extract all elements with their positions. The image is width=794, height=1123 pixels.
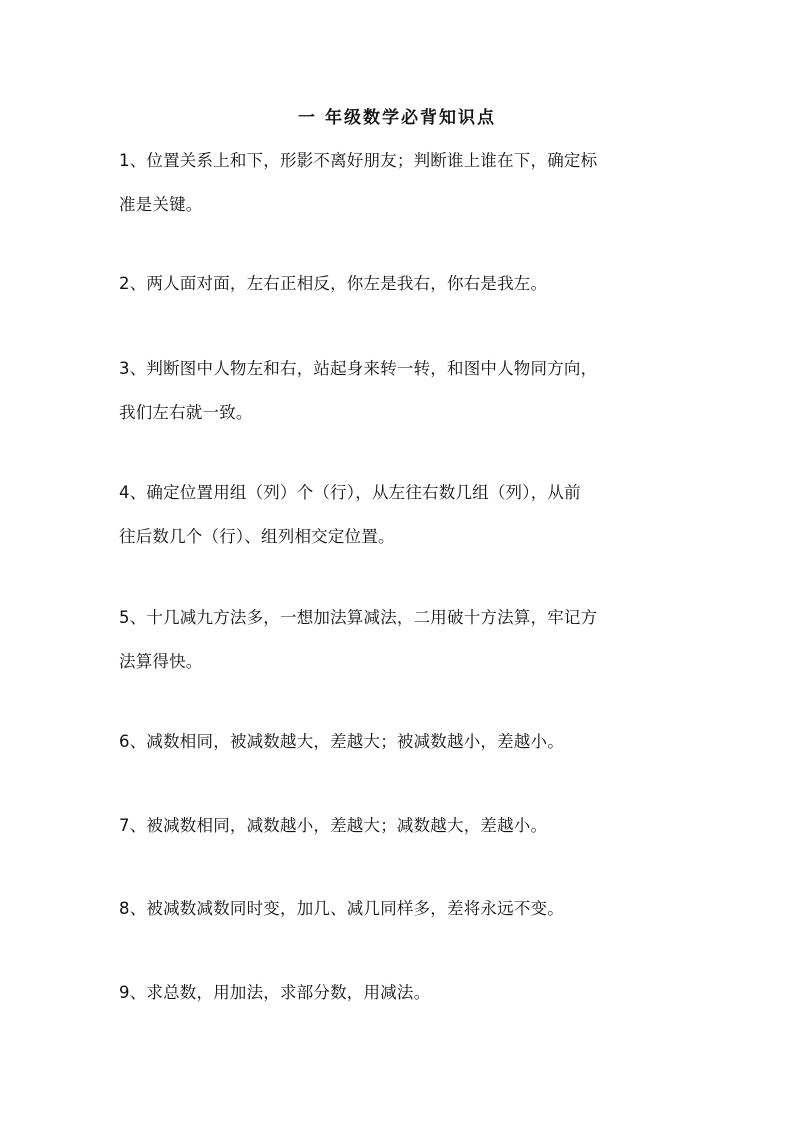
list-item xyxy=(119,887,679,931)
item-line: 2、两人面对面，左右正相反，你左是我右，你右是我左。 xyxy=(119,274,548,293)
list-item xyxy=(119,971,679,1015)
item-line: 4、确定位置用组（列）个（行），从左往右数几组（列），从前 xyxy=(119,483,581,502)
list-item xyxy=(119,347,679,435)
item-line: 准是关键。 xyxy=(119,195,203,214)
list-item xyxy=(119,139,679,227)
list-item xyxy=(119,596,679,684)
item-line: 8、被减数减数同时变，加几、减几同样多，差将永远不变。 xyxy=(119,899,564,918)
list-item xyxy=(119,804,679,848)
list-item xyxy=(119,720,679,764)
list-item xyxy=(119,262,679,306)
item-line: 3、判断图中人物左和右，站起身来转一转，和图中人物同方向， xyxy=(119,359,598,378)
item-line: 1、位置关系上和下，形影不离好朋友；判断谁上谁在下，确定标 xyxy=(119,151,598,170)
page-title: 一 年级数学必背知识点 xyxy=(298,108,496,128)
item-line: 5、十几减九方法多，一想加法算减法，二用破十方法算，牢记方 xyxy=(119,608,598,627)
item-line: 我们左右就一致。 xyxy=(119,403,253,422)
item-line: 9、求总数，用加法，求部分数，用减法。 xyxy=(119,983,431,1002)
item-line: 6、减数相同，被减数越大，差越大；被减数越小，差越小。 xyxy=(119,732,564,751)
item-line: 7、被减数相同，减数越小，差越大；减数越大，差越小。 xyxy=(119,816,548,835)
item-line: 往后数几个（行）、组列相交定位置。 xyxy=(119,527,395,546)
item-line: 法算得快。 xyxy=(119,652,203,671)
list-item xyxy=(119,471,679,559)
